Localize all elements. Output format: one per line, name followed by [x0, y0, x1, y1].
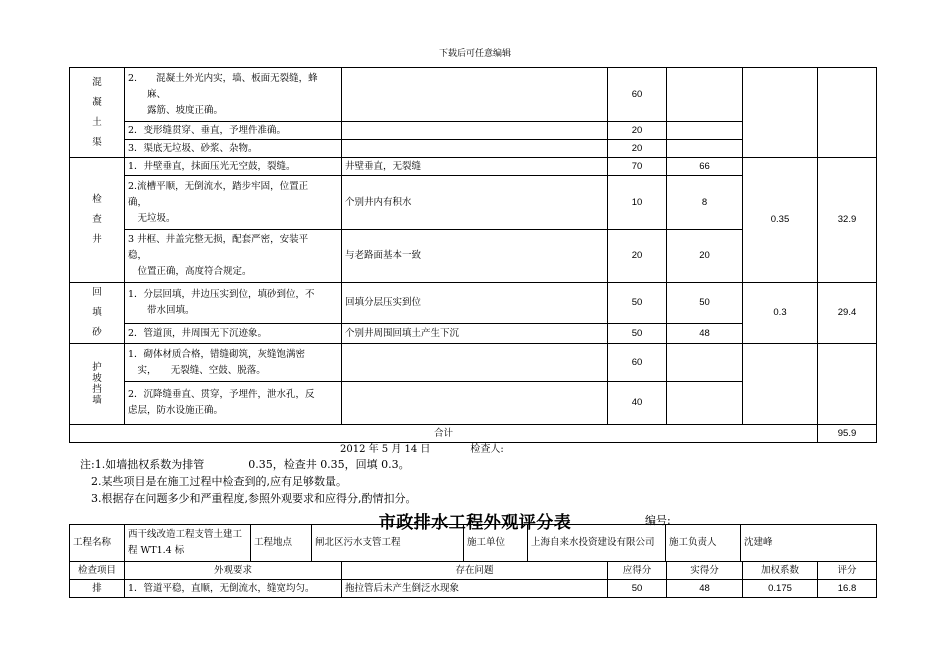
standard-score: 20 — [608, 122, 667, 140]
score-cell: 16.8 — [818, 580, 877, 598]
contractor-label: 施工单位 — [464, 525, 528, 562]
issue-cell: 井壁垂直，无裂缝 — [342, 158, 608, 176]
table-row — [70, 283, 877, 324]
requirement-cell: 2．管道顶，井周围无下沉迹象。 — [125, 324, 342, 344]
score-cell: 29.4 — [818, 283, 877, 344]
table-row — [70, 580, 877, 598]
issue-cell: 个别井周围回填土产生下沉 — [342, 324, 608, 344]
score-cell — [818, 68, 877, 158]
category-concrete-channel: 混 凝 土 渠 — [70, 68, 125, 158]
actual-score — [667, 382, 743, 425]
header-note: 下载后可任意编辑 — [438, 49, 511, 59]
standard-score: 10 — [608, 176, 667, 230]
standard-score: 20 — [608, 140, 667, 158]
actual-score: 48 — [667, 580, 743, 598]
total-label: 合计 — [70, 425, 818, 443]
col-header-actual: 实得分 — [667, 562, 743, 580]
note-line: 2.某些项目是在施工过程中检查到的,应有足够数量。 — [80, 475, 347, 488]
standard-score: 50 — [608, 324, 667, 344]
note-line: 3.根据存在问题多少和严重程度,参照外观要求和应得分,酌情扣分。 — [80, 492, 417, 505]
standard-score: 70 — [608, 158, 667, 176]
issue-cell — [342, 140, 608, 158]
actual-score — [667, 344, 743, 382]
actual-score: 50 — [667, 283, 743, 324]
requirement-cell: 3．渠底无垃圾、砂浆、杂物。 — [125, 140, 342, 158]
weight-cell: 0.35 — [743, 158, 818, 283]
project-name-label: 工程名称 — [70, 525, 125, 562]
project-info-table — [69, 524, 877, 562]
standard-score: 60 — [608, 344, 667, 382]
site-label: 工程地点 — [251, 525, 312, 562]
issue-cell — [342, 122, 608, 140]
header-row — [70, 562, 877, 580]
table-row — [70, 344, 877, 382]
issue-cell — [342, 68, 608, 122]
weight-cell — [743, 344, 818, 425]
form-title: 市政排水工程外观评分表 — [378, 513, 572, 533]
standard-score: 50 — [608, 283, 667, 324]
requirement-cell: 2.流槽平顺，无倒流水，踏步牢固，位置正 确， 无垃圾。 — [125, 176, 342, 230]
weight-cell: 0.175 — [743, 580, 818, 598]
category-backfill: 回 填 砂 — [70, 283, 125, 344]
score-cell: 32.9 — [818, 158, 877, 283]
col-header-standard: 应得分 — [608, 562, 667, 580]
actual-score — [667, 68, 743, 122]
table-row — [70, 525, 877, 562]
form-code-label: 编号: — [645, 514, 671, 527]
col-header-issue: 存在问题 — [342, 562, 608, 580]
standard-score: 20 — [608, 230, 667, 283]
table-row — [70, 158, 877, 176]
category-inspection-well: 检 查 井 — [70, 158, 125, 283]
standard-score: 60 — [608, 68, 667, 122]
total-score: 95.9 — [818, 425, 877, 443]
manager-value: 沈建峰 — [741, 525, 877, 562]
issue-cell — [342, 382, 608, 425]
issue-cell: 与老路面基本一致 — [342, 230, 608, 283]
inspection-table — [69, 67, 877, 443]
contractor-value: 上海自来水投资建设有限公司 — [528, 525, 666, 562]
requirement-cell: 1．分层回填，井边压实到位，填砂到位，不 带水回填。 — [125, 283, 342, 324]
table-row — [70, 68, 877, 122]
score-table — [69, 561, 877, 598]
requirement-cell: 1．砌体材质合格，错缝砌筑，灰缝饱满密 实， 无裂缝、空鼓、脱落。 — [125, 344, 342, 382]
actual-score — [667, 122, 743, 140]
weight-cell — [743, 68, 818, 158]
weight-cell: 0.3 — [743, 283, 818, 344]
manager-label: 施工负责人 — [666, 525, 741, 562]
note-line: 注:1.如墙拙权系数为排管 0.35，检查井 0.35，回填 0.3。 — [80, 458, 410, 471]
project-name-value: 西干线改造工程支管土建工程 WT1.4 标 — [125, 525, 251, 562]
requirement-cell: 2．变形缝贯穿、垂直，予埋件准确。 — [125, 122, 342, 140]
issue-cell: 拖拉管后未产生倒泛水现象 — [342, 580, 608, 598]
standard-score: 50 — [608, 580, 667, 598]
requirement-cell: 3 井框、井盖完整无损，配套严密，安装平 稳， 位置正确，高度符合规定。 — [125, 230, 342, 283]
requirement-cell: 2. 混凝土外光内实，墙、板面无裂缝，蜂 麻、 露筋、坡度正确。 — [125, 68, 342, 122]
actual-score — [667, 140, 743, 158]
date-inspector-line: 2012 年 5 月 14 日 检查人: — [340, 444, 504, 455]
col-header-item: 检查项目 — [70, 562, 125, 580]
issue-cell: 回填分层压实到位 — [342, 283, 608, 324]
issue-cell: 个别井内有积水 — [342, 176, 608, 230]
requirement-cell: 1．管道平稳，直顺，无倒流水，缝宽均匀。 — [125, 580, 342, 598]
actual-score: 48 — [667, 324, 743, 344]
score-cell — [818, 344, 877, 425]
site-value: 闸北区污水支管工程 — [312, 525, 464, 562]
category-retaining-wall: 护 坡 挡 墙 — [70, 344, 125, 425]
actual-score: 8 — [667, 176, 743, 230]
col-header-requirement: 外观要求 — [125, 562, 342, 580]
item-cell: 排 — [70, 580, 125, 598]
standard-score: 40 — [608, 382, 667, 425]
requirement-cell: 2．沉降缝垂直、贯穿，予埋件，泄水孔，反 虑层，防水设施正确。 — [125, 382, 342, 425]
col-header-score: 评分 — [818, 562, 877, 580]
requirement-cell: 1．井壁垂直，抹面压光无空鼓，裂缝。 — [125, 158, 342, 176]
actual-score: 20 — [667, 230, 743, 283]
col-header-weight: 加权系数 — [743, 562, 818, 580]
actual-score: 66 — [667, 158, 743, 176]
issue-cell — [342, 344, 608, 382]
